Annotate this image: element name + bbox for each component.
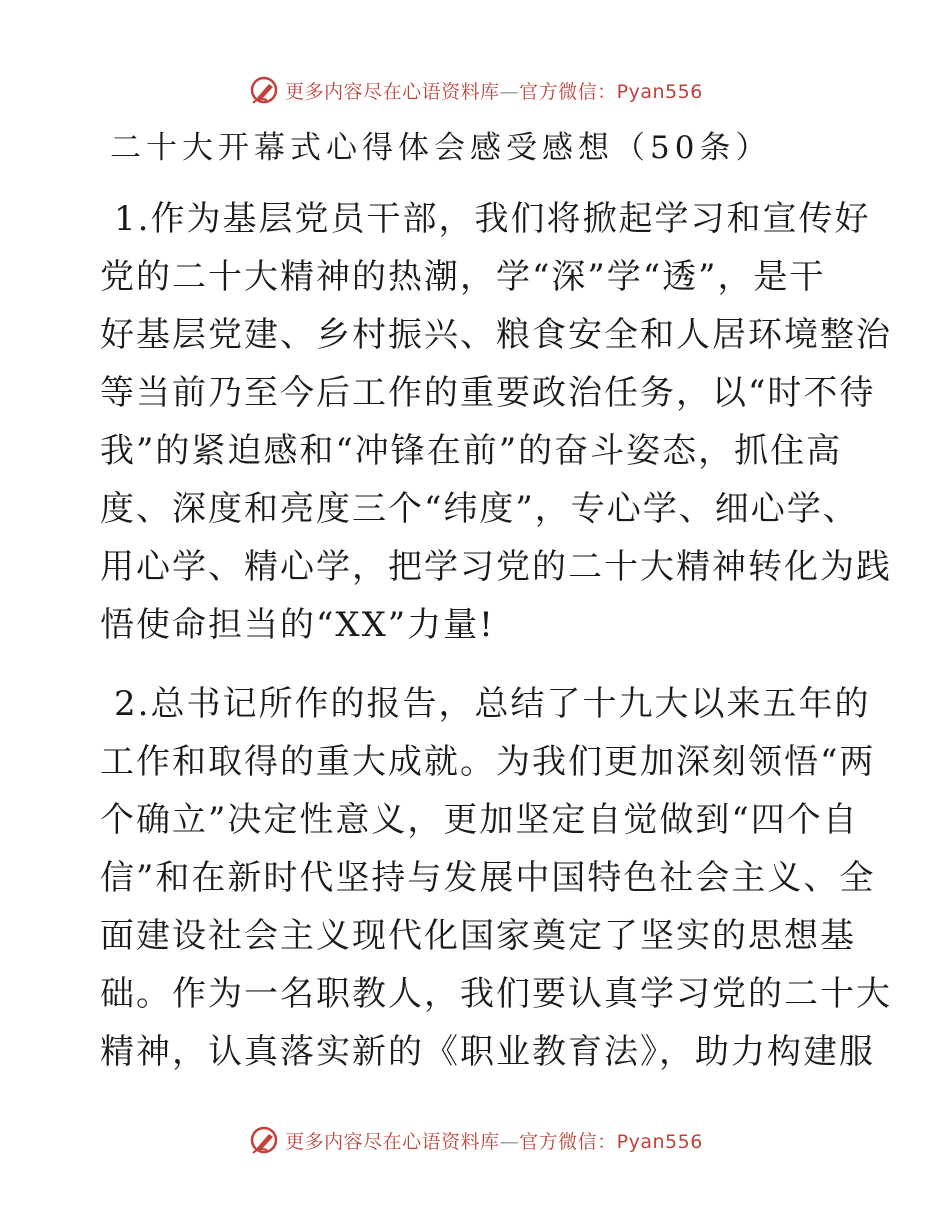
paragraph-line: 础。作为一名职教人，我们要认真学习党的二十大 [100, 974, 892, 1014]
paragraph-line: 等当前乃至今后工作的重要政治任务，以“时不待 [100, 373, 876, 413]
watermark-banner-bottom [0, 1120, 950, 1160]
paragraph-line: 用心学、精心学，把学习党的二十大精神转化为践 [100, 547, 892, 587]
watermark-text [285, 77, 703, 104]
pen-logo-icon [247, 73, 281, 107]
watermark-text [285, 1127, 703, 1154]
watermark-site-text: 更多内容尽在心语资料库 [285, 80, 500, 103]
paragraph-1 [100, 190, 892, 654]
paragraph-line: 我”的紧迫感和“冲锋在前”的奋斗姿态，抓住高 [100, 431, 843, 471]
paragraph-line: 1.作为基层党员干部，我们将掀起学习和宣传好 [114, 199, 871, 239]
paragraph-line: 面建设社会主义现代化国家奠定了坚实的思想基 [100, 916, 856, 956]
watermark-separator: — [499, 1130, 520, 1153]
paragraph-line: 好基层党建、乡村振兴、粮食安全和人居环境整治 [100, 315, 892, 355]
document-title: 二十大开幕式心得体会感受感想（50条） [110, 130, 772, 166]
paragraph-line: 个确立”决定性意义，更加坚定自觉做到“四个自 [100, 800, 859, 840]
watermark-site-text: 更多内容尽在心语资料库 [285, 1130, 500, 1153]
paragraph-line: 信”和在新时代坚持与发展中国特色社会主义、全 [100, 858, 876, 898]
paragraph-line: 度、深度和亮度三个“纬度”，专心学、细心学、 [100, 489, 859, 529]
paragraph-line: 2.总书记所作的报告，总结了十九大以来五年的 [114, 684, 871, 724]
paragraph-line: 工作和取得的重大成就。为我们更加深刻领悟“两 [100, 742, 876, 782]
watermark-wechat-text: 官方微信：Pyan556 [519, 80, 703, 103]
watermark-banner-top [0, 70, 950, 110]
paragraph-2 [100, 675, 892, 1081]
watermark-separator: — [499, 80, 520, 103]
paragraph-line: 悟使命担当的“XX”力量! [100, 605, 495, 645]
paragraph-line: 精神，认真落实新的《职业教育法》，助力构建服 [100, 1032, 875, 1072]
pen-logo-icon [247, 1123, 281, 1157]
watermark-wechat-text: 官方微信：Pyan556 [519, 1130, 703, 1153]
paragraph-line: 党的二十大精神的热潮，学“深”学“透”，是干 [100, 257, 826, 297]
